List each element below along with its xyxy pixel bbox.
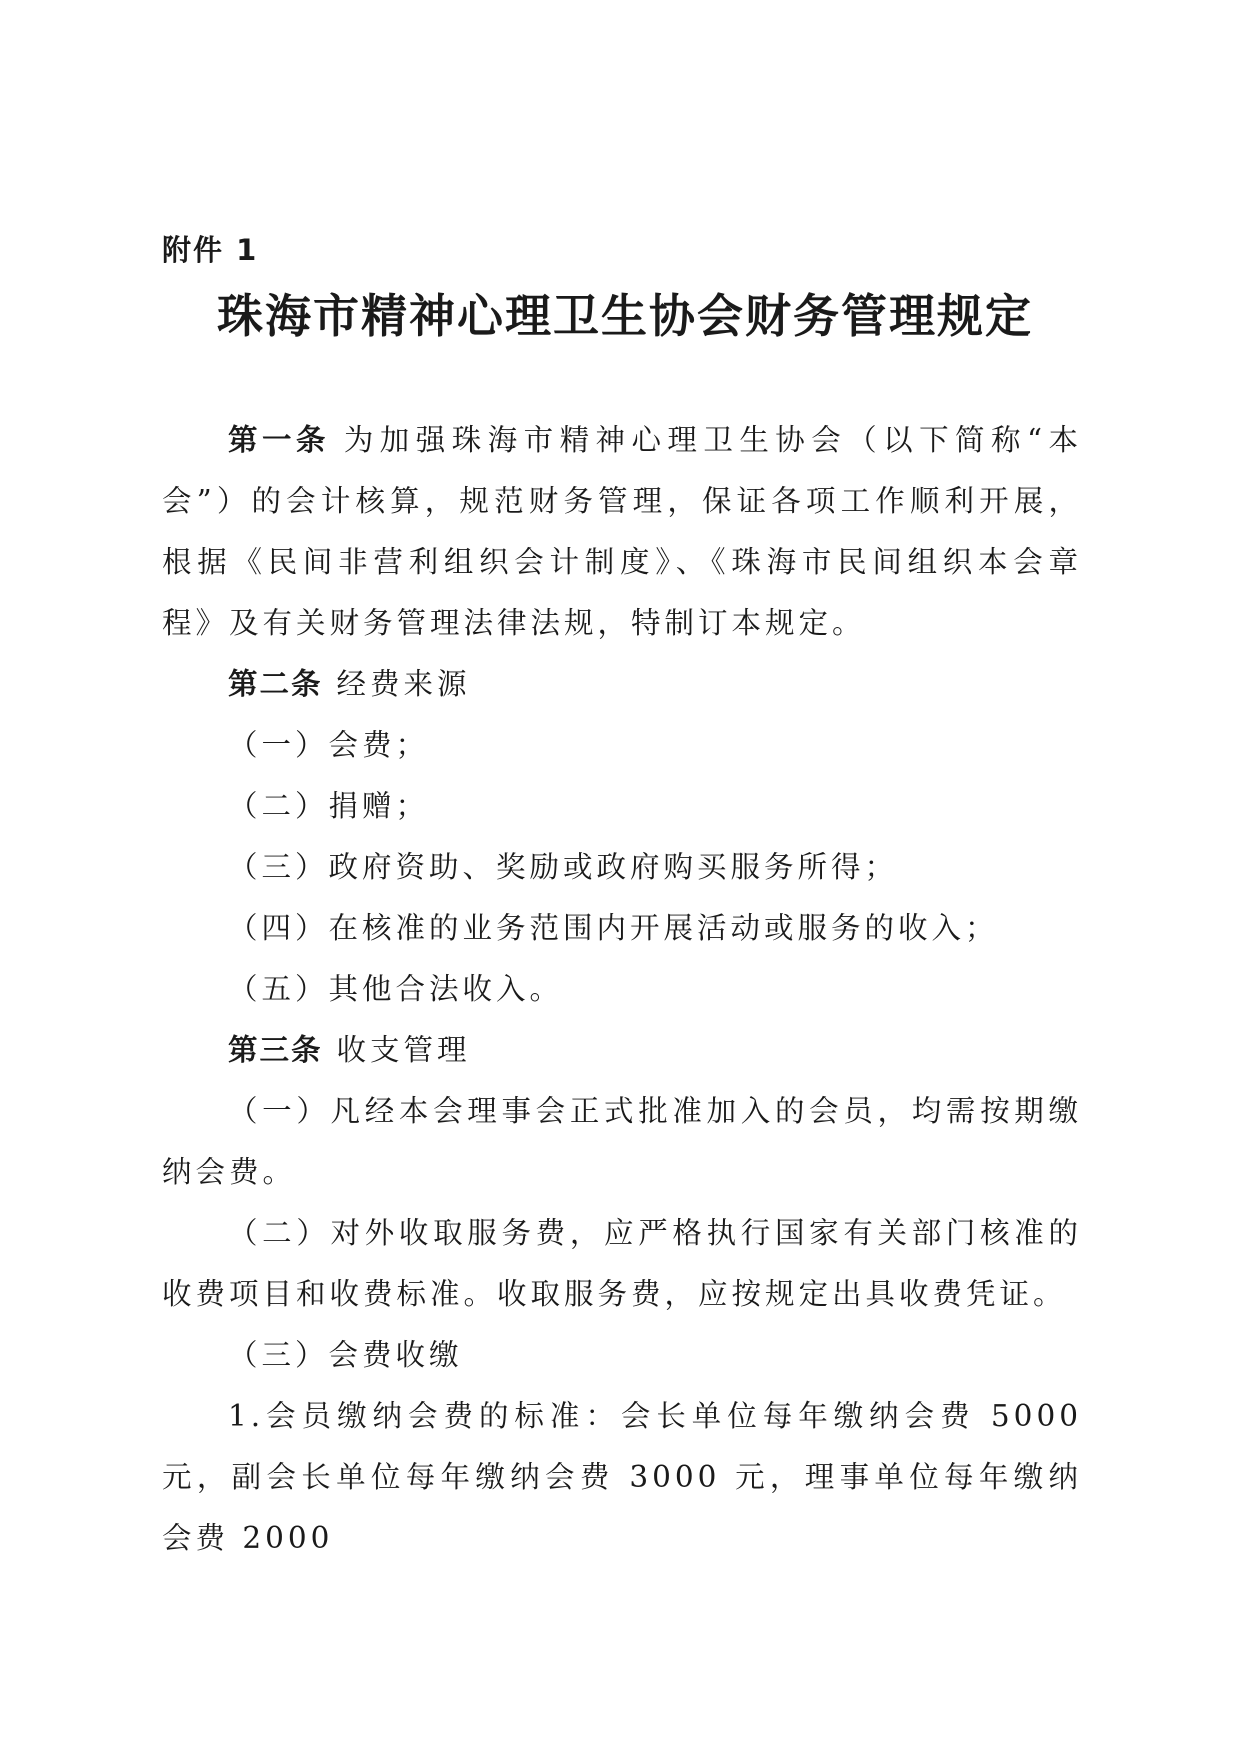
article-2-item: （五）其他合法收入。: [228, 972, 564, 1006]
article-3-text: 收支管理: [336, 1033, 471, 1067]
article-2: [162, 654, 1082, 715]
article-2-text: 经费来源: [336, 667, 471, 701]
article-3-item: （三）会费收缴: [228, 1338, 463, 1372]
document-body: [162, 410, 1082, 1569]
attachment-label: 附件 1: [162, 233, 259, 267]
article-2-item: （四）在核准的业务范围内开展活动或服务的收入；: [228, 911, 999, 945]
article-2-item: （一）会费；: [228, 728, 430, 762]
article-1: [162, 410, 1082, 654]
document-title: 珠海市精神心理卫生协会财务管理规定: [217, 289, 1033, 343]
article-3-item: （一）凡经本会理事会正式批准加入的会员，均需按期缴纳会费。: [162, 1094, 1082, 1189]
article-3: [162, 1020, 1082, 1081]
article-1-text: 为加强珠海市精神心理卫生协会（以下简称“本会”）的会计核算，规范财务管理，保证各项工作顺利开展，根据《民间非营利组织会计制度》、《珠海市民间组织本会章程》及有关财务管理法律法规，特制订本规定。: [162, 423, 1082, 640]
article-3-item: 1.会员缴纳会费的标准：会长单位每年缴纳会费 5000 元，副会长单位每年缴纳会费 3000 元，理事单位每年缴纳会费 2000: [162, 1399, 1082, 1555]
article-2-item: （三）政府资助、奖励或政府购买服务所得；: [228, 850, 899, 884]
article-2-heading: 第二条: [228, 667, 323, 701]
article-3-item: （二）对外收取服务费，应严格执行国家有关部门核准的收费项目和收费标准。收取服务费，应按规定出具收费凭证。: [162, 1216, 1082, 1311]
article-2-item: （二）捐赠；: [228, 789, 430, 823]
article-3-heading: 第三条: [228, 1033, 323, 1067]
article-1-heading: 第一条: [228, 423, 330, 457]
